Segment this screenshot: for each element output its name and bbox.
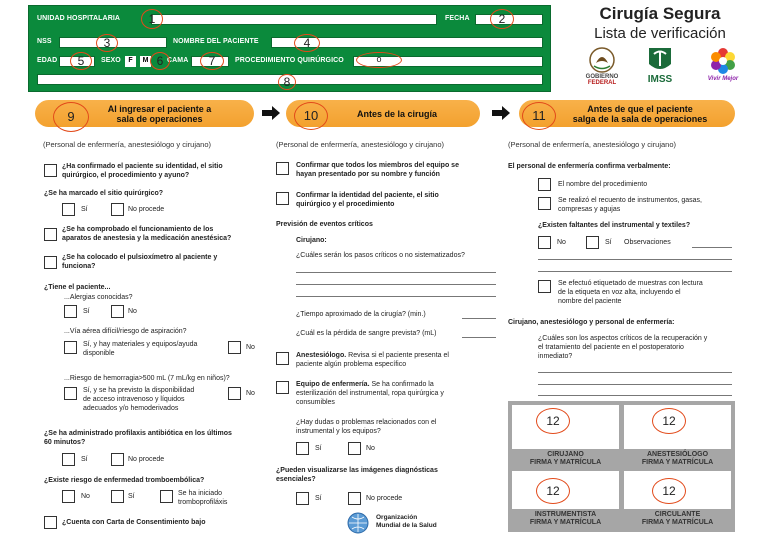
enfermeria-heading: El personal de enfermería confirma verbalmente: [508,163,671,170]
vivir-mejor-text: Vivir Mejor [707,76,739,82]
aspectos-question-3: inmediato? [538,353,573,360]
aspectos-question-1: ¿Cuáles son los aspectos críticos de la recuperación y [538,335,708,342]
etiquetado-label-3: nombre del paciente [558,298,622,305]
edad-label: EDAD [37,57,58,64]
marker-4: 4 [294,34,320,52]
personal-label-1: (Personal de enfermería, anestesiólogo y cirujano) [43,140,212,149]
unidad-label: UNIDAD HOSPITALARIA [37,15,121,22]
aspectos-line-2[interactable] [538,384,732,385]
marker-6: 6 [150,52,170,70]
q-anestesia-1: ¿Se ha comprobado el funcionamiento de los [62,226,214,233]
cirujano-heading: Cirujano: [296,237,327,244]
marker-12-anestesiologo: 12 [652,408,686,434]
trombo-si-label: Sí [128,493,135,500]
phase-salida-label-2: salga de la sala de operaciones [572,113,708,124]
who-globe-icon [346,511,370,535]
sitio-no-procede-label: No procede [128,206,165,213]
phase-salida-label-1: Antes de que el paciente [587,103,693,114]
anestesiologo-text-2: paciente algún problema específico [296,361,407,368]
flower-icon [708,46,738,76]
q-pulsioximetro-1: ¿Se ha colocado el pulsioxímetro al paciente y [62,254,218,261]
q-trombo: ¿Existe riesgo de enfermedad tromboembólica? [44,477,205,484]
checkbox-nombre-procedimiento[interactable] [538,178,551,191]
faltantes-no-label: No [557,239,566,246]
sig-anestesiologo-firma: FIRMA Y MATRÍCULA [641,459,714,466]
imagenes-si-label: Sí [315,495,322,502]
marker-12-cirujano: 12 [536,408,570,434]
checkbox-pulsioximetro[interactable] [44,256,57,269]
profilaxis-si-label: Sí [81,456,88,463]
faltantes-question: ¿Existen faltantes del instrumental y textiles? [538,222,691,229]
checkbox-faltantes-si[interactable] [586,236,599,249]
aspectos-line-3[interactable] [538,395,732,396]
checkbox-sitio-si[interactable] [62,203,75,216]
phase-antes-label: Antes de la cirugía [356,108,438,119]
checkbox-alergias-no[interactable] [111,305,124,318]
via-label: ...Vía aérea difícil/riesgo de aspiración? [64,328,187,335]
perdida-line[interactable] [462,337,496,338]
checkbox-via-no[interactable] [228,341,241,354]
profilaxis-no-procede-label: No procede [128,456,165,463]
c-presentacion-1: Confirmar que todos los miembros del equipo se [296,162,459,169]
arrow-right-icon [262,106,280,120]
gobierno-logo [578,46,626,86]
riesgo-si-label-1: Sí, y se ha previsto la disponibilidad [83,387,195,394]
federal-text: FEDERAL [587,80,617,86]
checkbox-etiquetado[interactable] [538,280,551,293]
equipo-text-1 [296,381,434,390]
faltantes-si-label: Sí [605,239,612,246]
checkbox-faltantes-no[interactable] [538,236,551,249]
dudas-no-label: No [366,445,375,452]
observaciones-line-3[interactable] [538,271,732,272]
tiempo-question: ¿Tiempo aproximado de la cirugía? (min.) [296,311,426,318]
dudas-si-label: Sí [315,445,322,452]
sig-cirujano-title: CIRUJANO [547,451,584,458]
checkbox-profilaxis-no-procede[interactable] [111,453,124,466]
imss-logo [638,46,682,85]
gobierno-text: GOBIERNO [585,74,619,80]
q-tiene: ¿Tiene el paciente... [44,284,111,291]
trombo-iniciado-2: tromboprofiláxis [178,499,228,506]
marker-12-instrumentista: 12 [536,478,570,504]
riesgo-si-label-3: adecuados y/o hemoderivados [83,405,179,412]
dudas-question-2: instrumental y los equipos? [296,428,381,435]
sig-anestesiologo-title: ANESTESIÓLOGO [646,451,709,458]
recuento-label-2: compresas y agujas [558,206,621,213]
checkbox-confirmar-identidad[interactable] [276,192,289,205]
eagle-seal-icon [587,46,617,74]
anestesiologo-bold: Anestesiólogo. [296,352,347,359]
checkbox-riesgo-no[interactable] [228,387,241,400]
sitio-si-label: Sí [81,206,88,213]
sig-circulante-label [624,511,731,527]
marker-7: 7 [200,52,224,70]
sig-anestesiologo-label [624,451,731,467]
document-subtitle: Lista de verificación [594,25,726,42]
equipo-rest: Se ha confirmado la [371,381,434,388]
logos-row [570,46,760,92]
marker-1: 1 [141,9,163,29]
tiempo-line[interactable] [462,318,496,319]
checkbox-identidad[interactable] [44,164,57,177]
anestesiologo-text-1 [296,352,449,361]
checkbox-equipo-enfermeria[interactable] [276,381,289,394]
imagenes-question-2: esenciales? [276,476,316,483]
sig-cirujano-firma: FIRMA Y MATRÍCULA [529,459,602,466]
c-identidad-1: Confirmar la identidad del paciente, el sitio [296,192,439,199]
checkbox-alergias-si[interactable] [64,305,77,318]
via-si-label-1: Sí, y hay materiales y equipos/ayuda [83,341,198,348]
aspectos-line-1[interactable] [538,372,732,373]
via-si-label-2: disponible [83,350,115,357]
perdida-question: ¿Cuál es la pérdida de sangre prevista? (mL) [296,330,437,337]
checkbox-trombo-no[interactable] [62,490,75,503]
oms-text-2: Mundial de la Salud [376,522,437,529]
sexo-f-box[interactable]: F [125,56,136,67]
sig-cirujano-label [512,451,619,467]
sig-instrumentista-firma: FIRMA Y MATRÍCULA [529,519,602,526]
dudas-question-1: ¿Hay dudas o problemas relacionados con el [296,419,437,426]
pasos-line-2[interactable] [296,284,496,285]
alergias-si-label: Sí [83,308,90,315]
sig-circulante-title: CIRCULANTE [654,511,701,518]
checkbox-imagenes-no-procede[interactable] [348,492,361,505]
riesgo-no-label: No [246,390,255,397]
vivir-mejor-logo [698,46,748,82]
sexo-label: SEXO [101,57,121,64]
checkbox-anestesiologo[interactable] [276,352,289,365]
unidad-field[interactable] [151,14,437,25]
sig-instrumentista-label [512,511,619,527]
aspectos-question-2: el tratamiento del paciente en el postoperatorio [538,344,684,351]
trombo-no-label: No [81,493,90,500]
marker-9: 9 [53,102,89,132]
etiquetado-label-1: Se efectuó etiquetado de muestras con lectura [558,280,703,287]
pasos-line-1[interactable] [296,272,496,273]
checkbox-dudas-si[interactable] [296,442,309,455]
alergias-no-label: No [128,308,137,315]
marker-3: 3 [96,34,118,52]
observaciones-label: Observaciones [624,239,671,246]
trombo-iniciado-1: Se ha iniciado [178,490,222,497]
personal-label-3: (Personal de enfermería, anestesiólogo y cirujano) [508,140,677,149]
alergias-label: ...Alergias conocidas? [64,294,133,301]
checkbox-recuento[interactable] [538,197,551,210]
q-profilaxis-2: 60 minutos? [44,439,86,446]
checkbox-profilaxis-si[interactable] [62,453,75,466]
anestesiologo-rest: Revisa si el paciente presenta el [348,352,449,359]
recuento-label-1: Se realizó el recuento de instrumentos, gasas, [558,197,702,204]
sig-instrumentista-title: INSTRUMENTISTA [534,511,597,518]
pasos-line-3[interactable] [296,296,496,297]
equipo-bold: Equipo de enfermería. [296,381,370,388]
checkbox-presentacion[interactable] [276,162,289,175]
sig-circulante-firma: FIRMA Y MATRÍCULA [641,519,714,526]
arrow-right-icon-2 [492,106,510,120]
checkbox-sitio-no-procede[interactable] [111,203,124,216]
nombre-procedimiento-label: El nombre del procedimiento [558,181,648,188]
checkbox-dudas-no[interactable] [348,442,361,455]
imss-shield-icon [647,46,673,74]
q-identidad-1: ¿Ha confirmado el paciente su identidad, el sitio [62,163,223,170]
q-profilaxis-1: ¿Se ha administrado profilaxis antibiótica en los últimos [44,430,232,437]
nss-label: NSS [37,38,52,45]
observaciones-line-2[interactable] [538,259,732,260]
q-sitio: ¿Se ha marcado el sitio quirúrgico? [44,190,164,197]
marker-10: 10 [294,102,328,130]
nombre-label: NOMBRE DEL PACIENTE [173,38,259,45]
riesgo-label: ...Riesgo de hemorragia>500 mL (7 mL/kg en niños)? [64,375,230,382]
document-title: Cirugía Segura [599,4,721,23]
q-identidad-2: quirúrgico, el procedimiento y ayuno? [62,172,190,179]
checkbox-riesgo-si[interactable] [64,387,77,400]
marker-8: 8 [278,74,296,90]
checkbox-via-si[interactable] [64,341,77,354]
title-block [560,4,760,42]
marker-5: 5 [70,52,92,70]
cama-label: CAMA [167,57,189,64]
riesgo-si-label-2: de acceso intravenoso y líquidos [83,396,185,403]
checkbox-trombo-iniciado[interactable] [160,490,173,503]
oms-text-1: Organización [376,514,418,521]
checkbox-imagenes-si[interactable] [296,492,309,505]
marker-11: 11 [522,102,556,130]
prevision-heading: Previsión de eventos críticos [276,221,373,228]
checkbox-consentimiento[interactable] [44,516,57,529]
imagenes-question-1: ¿Pueden visualizarse las imágenes diagnósticas [276,467,438,474]
marker-12-circulante: 12 [652,478,686,504]
marker-o: o [356,52,402,68]
observaciones-line-1[interactable] [692,247,732,248]
q-consentimiento: ¿Cuenta con Carta de Consentimiento bajo [62,519,206,526]
etiquetado-label-2: de la etiqueta en voz alta, incluyendo el [558,289,681,296]
q-pulsioximetro-2: funciona? [62,263,96,270]
checkbox-trombo-si[interactable] [111,490,124,503]
equipo-text-2: esterilización del instrumental, ropa quirúrgica y [296,390,444,397]
fecha-label: FECHA [445,15,470,22]
marker-2: 2 [490,9,514,29]
pasos-question: ¿Cuáles serán los pasos críticos o no sistematizados? [296,252,465,259]
imagenes-no-procede-label: No procede [366,495,403,502]
q-anestesia-2: aparatos de anestesia y la medicación anestésica? [62,235,232,242]
via-no-label: No [246,344,255,351]
sexo-m-box[interactable]: M [140,56,151,67]
c-identidad-2: quirúrgico y el procedimiento [296,201,395,208]
checkbox-anestesia[interactable] [44,228,57,241]
equipo-heading: Cirujano, anestesiólogo y personal de enfermería: [508,319,675,326]
procedimiento-label: PROCEDIMIENTO QUIRÚRGICO [235,57,344,64]
oms-logo [346,511,466,537]
personal-label-2: (Personal de enfermería, anestesiólogo y cirujano) [276,140,445,149]
equipo-text-3: consumibles [296,399,335,406]
c-presentacion-2: hayan presentado por su nombre y función [296,171,440,178]
imss-text: IMSS [647,74,673,85]
phase-ingreso-label: Al ingresar el paciente a sala de operaciones [107,103,212,124]
